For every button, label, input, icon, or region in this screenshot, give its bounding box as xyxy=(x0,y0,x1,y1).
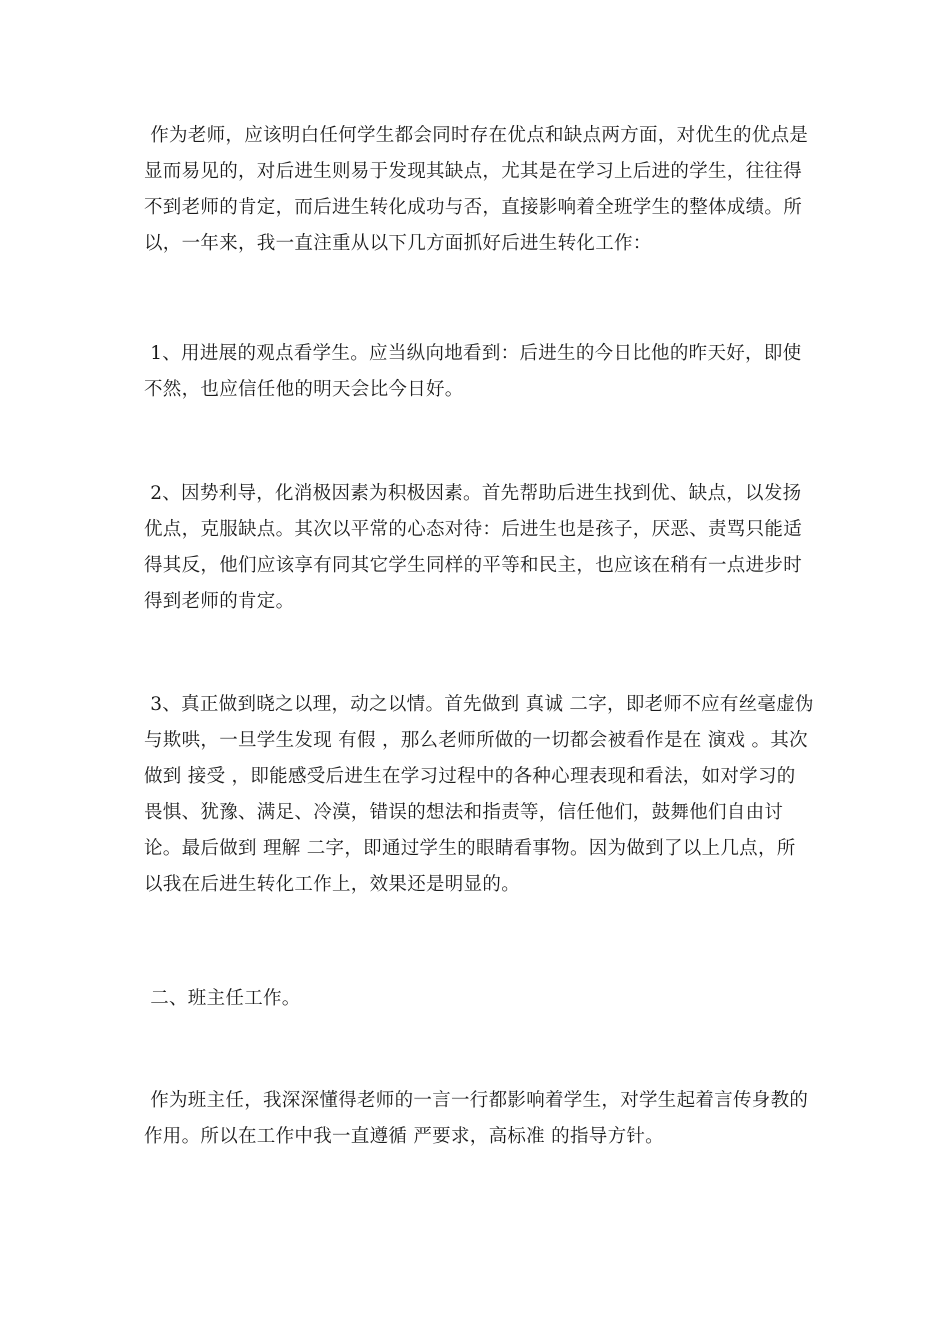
paragraph-class-teacher: 作为班主任，我深深懂得老师的一言一行都影响着学生，对学生起着言传身教的作用。所以在工作中我一直遵循 严要求，高标准 的指导方针。 xyxy=(144,1090,809,1147)
paragraph-point-3: 3、真正做到晓之以理，动之以情。首先做到 真诚 二字，即老师不应有丝毫虚伪与欺哄，一旦学生发现 有假 ，那么老师所做的一切都会被看作是在 演戏 。其次做到 接受 ，即能感受后进生在学习过程中的各种心理表现和看法，如对学习的畏惧、犹豫、满足、冷漠，错误的想法和指责等，信任他们，鼓舞他们自由讨论。最后做到 理解 二字，即通过学生的眼睛看事物。因为做到了以上几点，所以我在后进生转化工作上，效果还是明显的。 xyxy=(144,694,814,895)
paragraph-point-1: 1、用进展的观点看学生。应当纵向地看到：后进生的今日比他的昨天好，即使不然，也应信任他的明天会比今日好。 xyxy=(144,343,802,400)
paragraph-point-2: 2、因势利导，化消极因素为积极因素。首先帮助后进生找到优、缺点，以发扬优点，克服缺点。其次以平常的心态对待：后进生也是孩子，厌恶、责骂只能适得其反，他们应该享有同其它学生同样的平等和民主，也应该在稍有一点进步时得到老师的肯定。 xyxy=(144,483,803,612)
section-heading-class-teacher: 二、班主任工作。 xyxy=(144,988,301,1009)
paragraph-intro: 作为老师，应该明白任何学生都会同时存在优点和缺点两方面，对优生的优点是显而易见的，对后进生则易于发现其缺点，尤其是在学习上后进的学生，往往得不到老师的肯定，而后进生转化成功与否，直接影响着全班学生的整体成绩。所以，一年来，我一直注重从以下几方面抓好后进生转化工作： xyxy=(144,125,809,254)
